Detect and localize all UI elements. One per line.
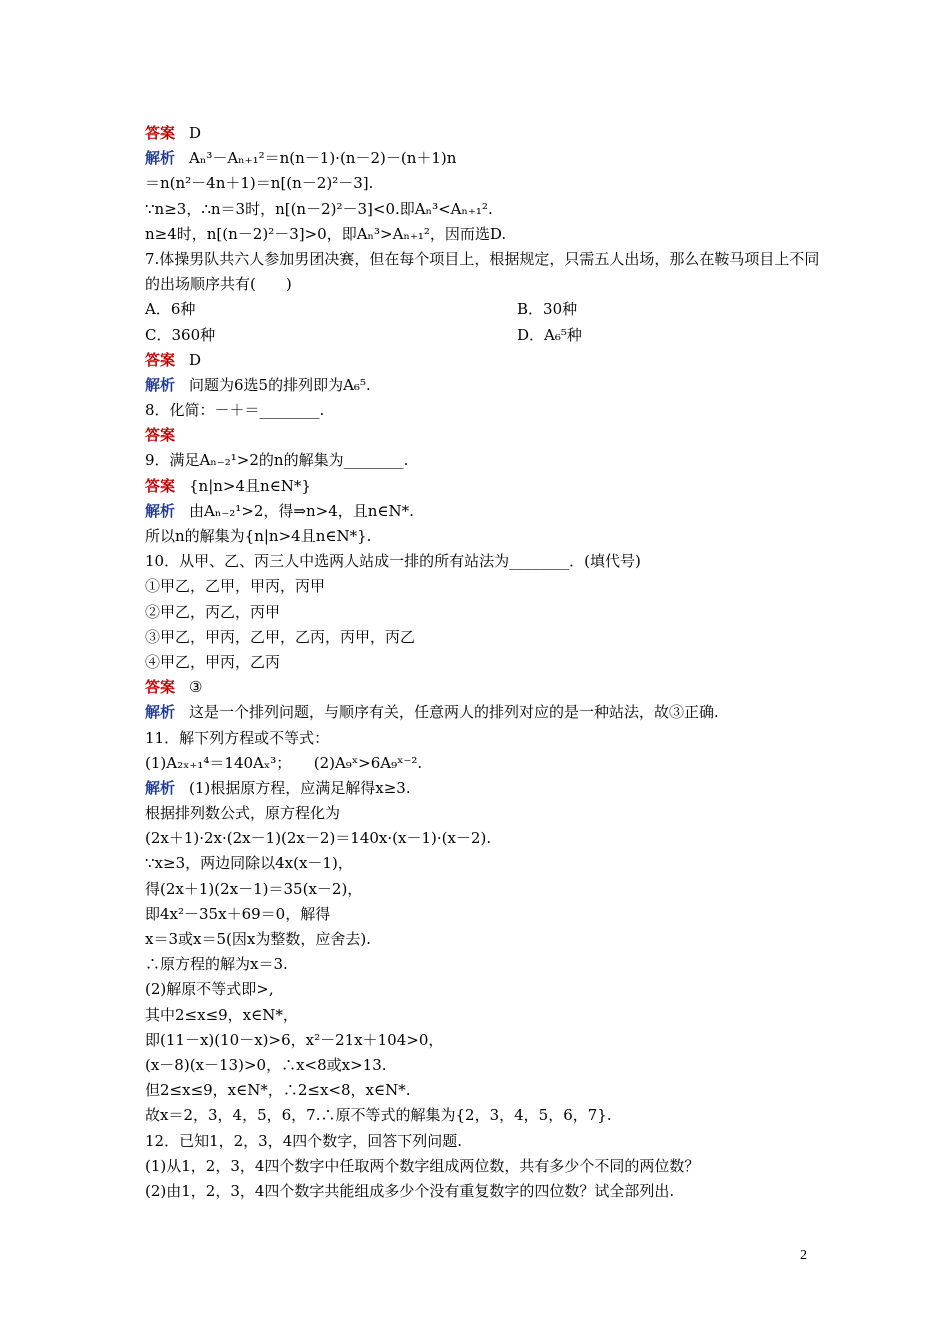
- line-text: Aₙ³－Aₙ₊₁²＝n(n－1)·(n－2)－(n＋1)n: [189, 149, 457, 168]
- text-line: 即(11－x)(10－x)>6，x²－21x＋104>0，: [145, 1030, 444, 1049]
- answer-line: [145, 423, 825, 448]
- line-text: D: [189, 124, 202, 142]
- text-line: (2)解原不等式即>,: [145, 980, 274, 999]
- answer-label: 答案: [145, 350, 176, 369]
- text-line: ∴原方程的解为x＝3.: [145, 955, 288, 974]
- answer-line: [145, 675, 825, 700]
- text-line: 12．已知1，2，3，4四个数字，回答下列问题.: [145, 1131, 463, 1150]
- text-line: 但2≤x≤9，x∈N*，∴2≤x<8，x∈N*.: [145, 1081, 411, 1100]
- text-line: x＝3或x＝5(因x为整数，应舍去).: [145, 930, 371, 949]
- option-left: A．6种: [145, 300, 196, 319]
- text-line: 即4x²－35x＋69＝0，解得: [145, 904, 331, 923]
- option-right: B．30种: [517, 300, 578, 319]
- line-text: 这是一个排列问题，与顺序有关，任意两人的排列对应的是一种站法，故③正确.: [189, 703, 719, 722]
- line-text: {n|n>4且n∈N*}: [189, 476, 311, 495]
- text-line: (1)从1，2，3，4四个数字中任取两个数字组成两位数，共有多少个不同的两位数？: [145, 1156, 700, 1175]
- answer-label: 答案: [145, 426, 176, 445]
- option-right: D．A₆⁵种: [517, 325, 582, 344]
- text-line: 所以n的解集为{n|n>4且n∈N*}.: [145, 527, 372, 546]
- text-line: 故x＝2，3，4，5，6，7.∴原不等式的解集为{2，3，4，5，6，7}.: [145, 1106, 612, 1125]
- text-line: ∵n≥3，∴n＝3时，n[(n－2)²－3]<0.即Aₙ³<Aₙ₊₁².: [145, 199, 493, 218]
- answer-line: [145, 121, 825, 146]
- text-line: n≥4时，n[(n－2)²－3]>0，即Aₙ³>Aₙ₊₁²，因而选D.: [145, 224, 507, 243]
- line-text: (1)根据原方程，应满足解得x≥3.: [189, 778, 411, 797]
- text-line: (1)A₂ₓ₊₁⁴＝140Aₓ³； (2)A₉ˣ>6A₉ˣ⁻².: [145, 753, 423, 772]
- text-line: ③甲乙，甲丙，乙甲，乙丙，丙甲，丙乙: [145, 627, 416, 646]
- page-number: 2: [800, 1248, 807, 1263]
- text-line: 根据排列数公式，原方程化为: [145, 804, 341, 823]
- solution-line: [145, 373, 825, 398]
- text-line: 10．从甲、乙、丙三人中选两人站成一排的所有站法为________．(填代号): [145, 552, 641, 571]
- text-line: 得(2x＋1)(2x－1)＝35(x－2)，: [145, 879, 363, 898]
- text-line: ∵x≥3，两边同除以4x(x－1)，: [145, 854, 353, 873]
- answer-line: [145, 348, 825, 373]
- solution-line: [145, 146, 825, 171]
- text-line: 其中2≤x≤9，x∈N*，: [145, 1005, 298, 1024]
- solution-label: 解析: [145, 149, 176, 168]
- text-line: 9．满足Aₙ₋₂¹>2的n的解集为________.: [145, 451, 409, 470]
- solution-line: [145, 776, 825, 801]
- answer-label: 答案: [145, 476, 176, 495]
- document-body: [145, 121, 825, 1204]
- answer-label: 答案: [145, 678, 176, 697]
- line-text: 问题为6选5的排列即为A₆⁵.: [189, 375, 371, 394]
- option-row: [145, 323, 825, 348]
- question-text: 7.体操男队共六人参加男团决赛，但在每个项目上，根据规定，只需五人出场，那么在鞍马项目上不同的出场顺序共有( ): [145, 249, 820, 294]
- solution-line: [145, 499, 825, 524]
- text-line: ①甲乙，乙甲，甲丙，丙甲: [145, 577, 326, 596]
- text-line: 8．化简：－＋＝________.: [145, 401, 325, 420]
- option-row: [145, 297, 825, 322]
- answer-label: 答案: [145, 124, 176, 142]
- solution-label: 解析: [145, 703, 176, 722]
- answer-line: [145, 474, 825, 499]
- solution-label: 解析: [145, 501, 176, 520]
- line-text: ③: [189, 678, 203, 697]
- text-line: (2)由1，2，3，4四个数字共能组成多少个没有重复数字的四位数？试全部列出.: [145, 1181, 675, 1200]
- text-line: ＝n(n²－4n＋1)＝n[(n－2)²－3].: [145, 174, 374, 193]
- solution-label: 解析: [145, 778, 176, 797]
- line-text: D: [189, 350, 202, 369]
- option-left: C．360种: [145, 325, 216, 344]
- line-text: 由Aₙ₋₂¹>2，得⇒n>4，且n∈N*.: [189, 501, 414, 520]
- solution-label: 解析: [145, 375, 176, 394]
- text-line: 11．解下列方程或不等式：: [145, 728, 330, 747]
- text-line: (x－8)(x－13)>0，∴x<8或x>13.: [145, 1055, 387, 1074]
- solution-line: [145, 700, 825, 725]
- text-line: ②甲乙，丙乙，丙甲: [145, 602, 281, 621]
- text-line: (2x＋1)·2x·(2x－1)(2x－2)＝140x·(x－1)·(x－2).: [145, 829, 492, 848]
- text-line: ④甲乙，甲丙，乙丙: [145, 652, 281, 671]
